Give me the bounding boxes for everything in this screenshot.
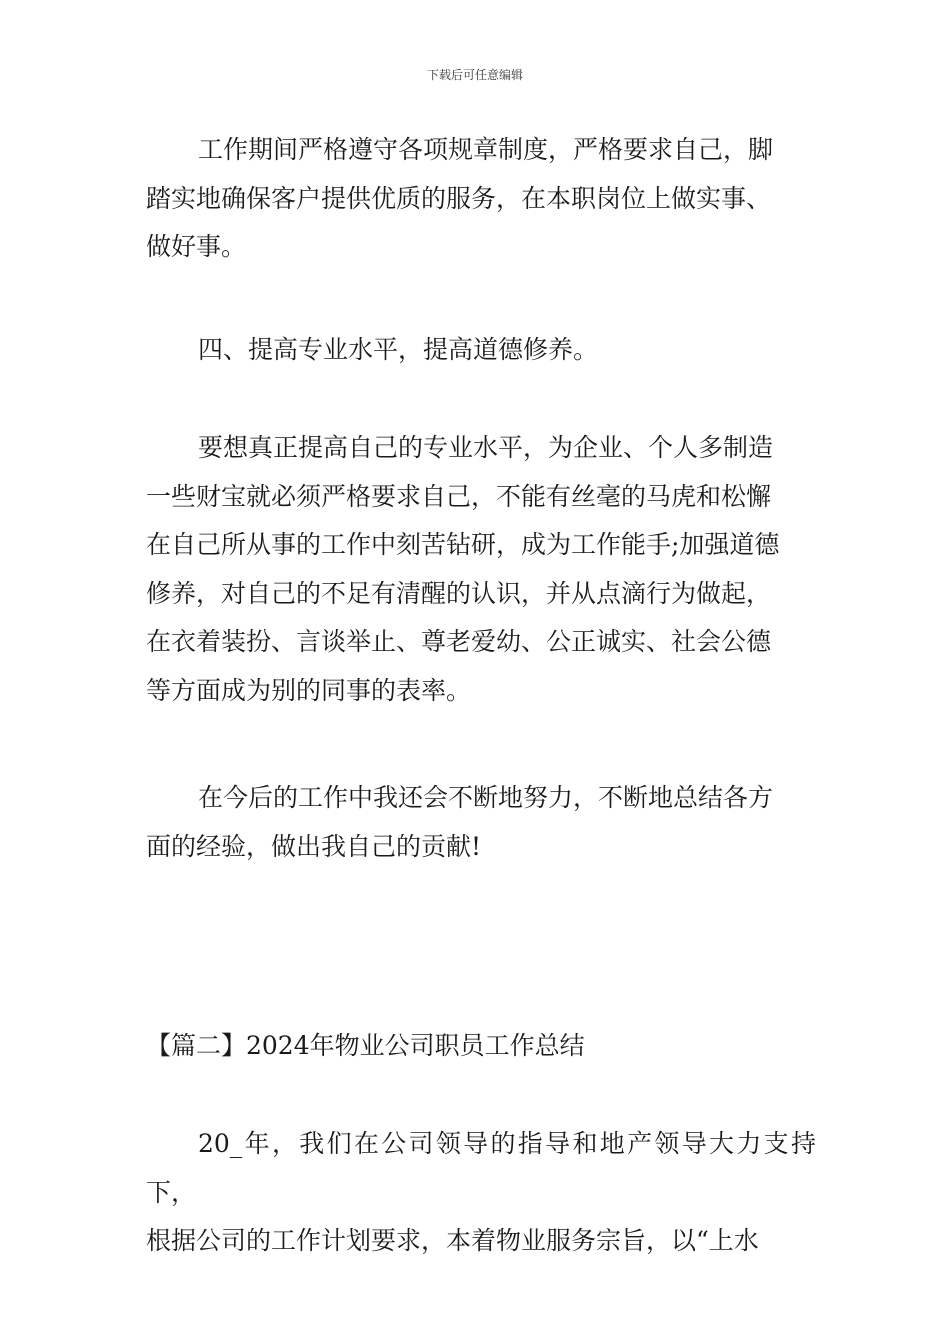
text-line: 四、提高专业水平，提高道德修养。 xyxy=(198,335,599,364)
paragraph-professional-level xyxy=(146,424,816,715)
text-line: 在今后的工作中我还会不断地努力，不断地总结各方 xyxy=(198,783,774,812)
text-line: 【篇二】2024年物业公司职员工作总结 xyxy=(146,1031,585,1060)
text-line: 面的经验，做出我自己的贡献! xyxy=(146,831,482,861)
text-line: 20_年，我们在公司领导的指导和地产领导大力支持下， xyxy=(146,1129,816,1207)
text-line: 在衣着装扮、言谈举止、尊老爱幼、公正诚实、社会公德 xyxy=(146,627,772,656)
text-line: 在自己所从事的工作中刻苦钻研，成为工作能手;加强道德 xyxy=(146,530,780,559)
text-line: 修养，对自己的不足有清醒的认识，并从点滴行为做起， xyxy=(146,578,772,608)
text-line: 等方面成为别的同事的表率。 xyxy=(146,675,472,705)
text-line: 要想真正提高自己的专业水平，为企业、个人多制造 xyxy=(198,433,774,462)
text-line: 工作期间严格遵守各项规章制度，严格要求自己，脚 xyxy=(198,135,774,164)
paragraph-work-discipline xyxy=(146,126,816,272)
text-line: 踏实地确保客户提供优质的服务，在本职岗位上做实事、 xyxy=(146,183,772,213)
paragraph-future-effort xyxy=(146,774,816,871)
section-title-part-two xyxy=(146,1022,816,1071)
text-line: 一些财宝就必须严格要求自己，不能有丝毫的马虎和松懈 xyxy=(146,481,772,511)
text-line: 做好事。 xyxy=(146,232,247,261)
section-heading-four xyxy=(146,326,816,375)
text-line: 根据公司的工作计划要求，本着物业服务宗旨，以“上水 xyxy=(146,1226,759,1255)
page-header: 下载后可任意编辑 xyxy=(426,68,523,82)
paragraph-part-two-intro xyxy=(146,1120,816,1266)
